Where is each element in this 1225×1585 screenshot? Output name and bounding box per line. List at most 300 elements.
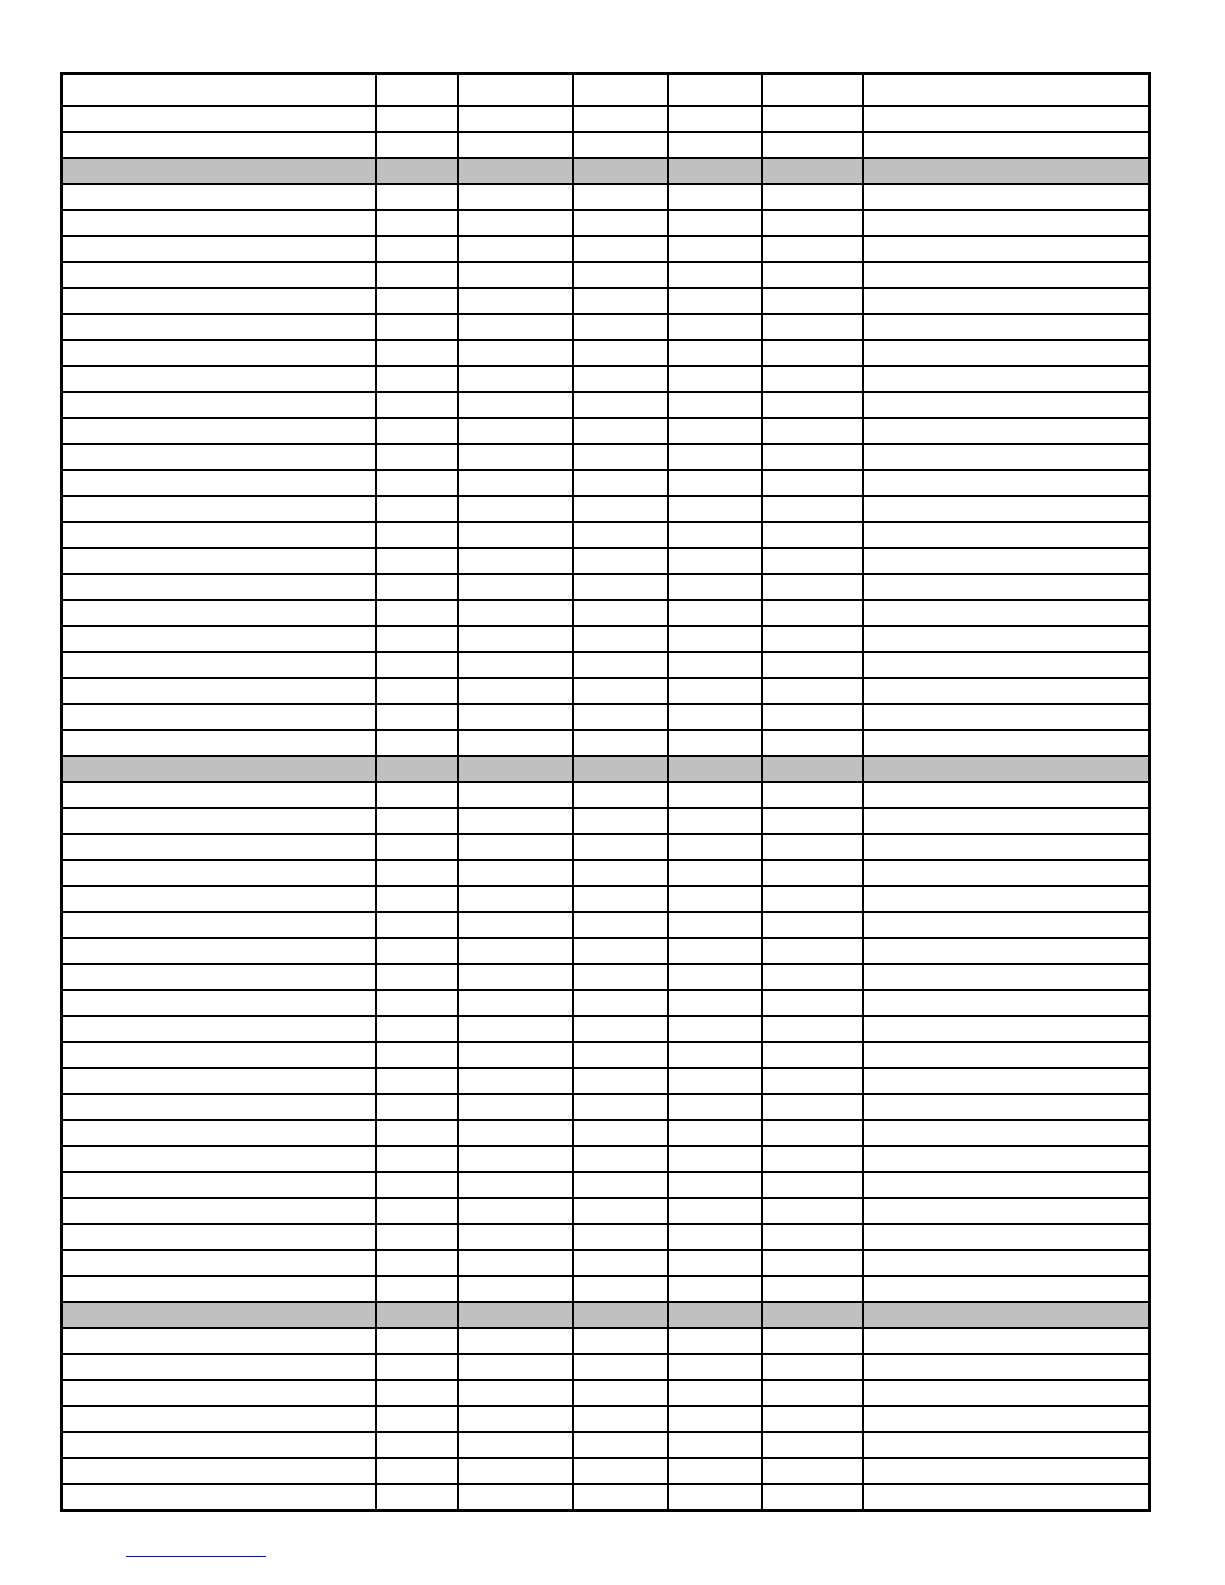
table-cell[interactable]: [668, 314, 762, 340]
table-cell[interactable]: [863, 912, 1150, 938]
table-cell[interactable]: [62, 626, 376, 652]
table-cell[interactable]: [458, 210, 573, 236]
table-cell[interactable]: [376, 366, 458, 392]
table-cell[interactable]: [376, 496, 458, 522]
table-cell[interactable]: [668, 912, 762, 938]
table-cell[interactable]: [376, 132, 458, 158]
table-cell[interactable]: [458, 1406, 573, 1432]
table-cell[interactable]: [863, 626, 1150, 652]
table-cell[interactable]: [668, 1458, 762, 1484]
table-cell[interactable]: [762, 1068, 863, 1094]
table-cell[interactable]: [668, 938, 762, 964]
table-cell[interactable]: [668, 1068, 762, 1094]
table-cell[interactable]: [376, 1406, 458, 1432]
table-cell[interactable]: [62, 730, 376, 756]
table-cell[interactable]: [668, 782, 762, 808]
table-cell[interactable]: [863, 496, 1150, 522]
table-cell[interactable]: [573, 782, 668, 808]
table-cell[interactable]: [376, 860, 458, 886]
table-cell[interactable]: [62, 1094, 376, 1120]
table-cell[interactable]: [668, 262, 762, 288]
table-cell[interactable]: [376, 808, 458, 834]
table-cell[interactable]: [376, 314, 458, 340]
table-cell[interactable]: [573, 730, 668, 756]
table-cell[interactable]: [62, 184, 376, 210]
table-cell[interactable]: [376, 1354, 458, 1380]
table-cell[interactable]: [573, 756, 668, 782]
table-cell[interactable]: [62, 444, 376, 470]
table-cell[interactable]: [458, 1432, 573, 1458]
table-cell[interactable]: [458, 1302, 573, 1328]
table-cell[interactable]: [573, 1250, 668, 1276]
table-cell[interactable]: [668, 834, 762, 860]
table-cell[interactable]: [376, 1432, 458, 1458]
table-cell[interactable]: [762, 1042, 863, 1068]
table-cell[interactable]: [376, 158, 458, 184]
table-cell[interactable]: [458, 132, 573, 158]
table-cell[interactable]: [863, 548, 1150, 574]
table-cell[interactable]: [376, 756, 458, 782]
table-cell[interactable]: [62, 392, 376, 418]
table-cell[interactable]: [62, 1380, 376, 1406]
table-cell[interactable]: [458, 496, 573, 522]
table-cell[interactable]: [762, 548, 863, 574]
table-cell[interactable]: [762, 1224, 863, 1250]
table-cell[interactable]: [863, 600, 1150, 626]
table-cell[interactable]: [573, 418, 668, 444]
table-cell[interactable]: [668, 1302, 762, 1328]
table-cell[interactable]: [863, 366, 1150, 392]
table-cell[interactable]: [573, 886, 668, 912]
table-cell[interactable]: [863, 236, 1150, 262]
table-cell[interactable]: [376, 1172, 458, 1198]
table-cell[interactable]: [668, 756, 762, 782]
table-cell[interactable]: [573, 184, 668, 210]
table-cell[interactable]: [573, 938, 668, 964]
table-cell[interactable]: [458, 1484, 573, 1511]
table-cell[interactable]: [863, 470, 1150, 496]
table-cell[interactable]: [762, 158, 863, 184]
table-cell[interactable]: [376, 886, 458, 912]
table-cell[interactable]: [762, 626, 863, 652]
table-cell[interactable]: [573, 366, 668, 392]
table-cell[interactable]: [762, 1484, 863, 1511]
table-cell[interactable]: [376, 1120, 458, 1146]
table-cell[interactable]: [458, 288, 573, 314]
table-cell[interactable]: [762, 1354, 863, 1380]
table-cell[interactable]: [573, 1146, 668, 1172]
table-cell[interactable]: [762, 444, 863, 470]
table-cell[interactable]: [62, 1172, 376, 1198]
table-cell[interactable]: [863, 1094, 1150, 1120]
table-cell[interactable]: [376, 444, 458, 470]
table-cell[interactable]: [863, 158, 1150, 184]
table-cell[interactable]: [668, 678, 762, 704]
table-cell[interactable]: [376, 1458, 458, 1484]
table-cell[interactable]: [376, 262, 458, 288]
table-cell[interactable]: [458, 1042, 573, 1068]
table-cell[interactable]: [573, 990, 668, 1016]
table-cell[interactable]: [458, 366, 573, 392]
footer-link[interactable]: [126, 1556, 266, 1557]
table-cell[interactable]: [573, 808, 668, 834]
table-cell[interactable]: [376, 1380, 458, 1406]
table-cell[interactable]: [668, 74, 762, 107]
table-cell[interactable]: [762, 886, 863, 912]
table-cell[interactable]: [62, 262, 376, 288]
table-cell[interactable]: [376, 652, 458, 678]
table-cell[interactable]: [863, 1250, 1150, 1276]
table-cell[interactable]: [863, 704, 1150, 730]
table-cell[interactable]: [762, 1380, 863, 1406]
table-cell[interactable]: [573, 158, 668, 184]
table-cell[interactable]: [863, 990, 1150, 1016]
table-cell[interactable]: [668, 210, 762, 236]
table-cell[interactable]: [668, 184, 762, 210]
table-cell[interactable]: [62, 1224, 376, 1250]
table-cell[interactable]: [573, 678, 668, 704]
table-cell[interactable]: [863, 756, 1150, 782]
table-cell[interactable]: [458, 1146, 573, 1172]
table-cell[interactable]: [573, 1276, 668, 1302]
table-cell[interactable]: [573, 1094, 668, 1120]
table-cell[interactable]: [668, 1172, 762, 1198]
table-cell[interactable]: [376, 834, 458, 860]
table-cell[interactable]: [573, 132, 668, 158]
table-cell[interactable]: [863, 1302, 1150, 1328]
table-cell[interactable]: [458, 262, 573, 288]
table-cell[interactable]: [376, 678, 458, 704]
table-cell[interactable]: [863, 860, 1150, 886]
table-cell[interactable]: [573, 912, 668, 938]
table-cell[interactable]: [376, 1042, 458, 1068]
table-cell[interactable]: [62, 1120, 376, 1146]
table-cell[interactable]: [573, 74, 668, 107]
table-cell[interactable]: [458, 1354, 573, 1380]
table-cell[interactable]: [668, 548, 762, 574]
table-cell[interactable]: [458, 184, 573, 210]
table-cell[interactable]: [863, 418, 1150, 444]
table-cell[interactable]: [62, 1146, 376, 1172]
table-cell[interactable]: [668, 990, 762, 1016]
table-cell[interactable]: [762, 470, 863, 496]
table-cell[interactable]: [762, 522, 863, 548]
table-cell[interactable]: [573, 704, 668, 730]
table-cell[interactable]: [458, 1068, 573, 1094]
table-cell[interactable]: [62, 678, 376, 704]
table-cell[interactable]: [458, 730, 573, 756]
table-cell[interactable]: [573, 1016, 668, 1042]
table-cell[interactable]: [762, 1276, 863, 1302]
table-cell[interactable]: [376, 1328, 458, 1354]
table-cell[interactable]: [62, 1016, 376, 1042]
table-cell[interactable]: [863, 1432, 1150, 1458]
table-cell[interactable]: [573, 392, 668, 418]
table-cell[interactable]: [458, 1458, 573, 1484]
table-cell[interactable]: [668, 1406, 762, 1432]
table-cell[interactable]: [62, 522, 376, 548]
table-cell[interactable]: [376, 236, 458, 262]
table-cell[interactable]: [863, 1068, 1150, 1094]
table-cell[interactable]: [668, 496, 762, 522]
table-cell[interactable]: [863, 184, 1150, 210]
table-cell[interactable]: [62, 1484, 376, 1511]
table-cell[interactable]: [573, 1068, 668, 1094]
table-cell[interactable]: [458, 74, 573, 107]
table-cell[interactable]: [762, 314, 863, 340]
table-cell[interactable]: [668, 1380, 762, 1406]
table-cell[interactable]: [62, 704, 376, 730]
table-cell[interactable]: [376, 548, 458, 574]
table-cell[interactable]: [62, 132, 376, 158]
table-cell[interactable]: [762, 1250, 863, 1276]
table-cell[interactable]: [863, 1146, 1150, 1172]
table-cell[interactable]: [573, 964, 668, 990]
table-cell[interactable]: [62, 990, 376, 1016]
table-cell[interactable]: [62, 1432, 376, 1458]
table-cell[interactable]: [376, 574, 458, 600]
table-cell[interactable]: [376, 1302, 458, 1328]
table-cell[interactable]: [863, 834, 1150, 860]
table-cell[interactable]: [668, 340, 762, 366]
table-cell[interactable]: [376, 418, 458, 444]
table-cell[interactable]: [62, 470, 376, 496]
table-cell[interactable]: [458, 1224, 573, 1250]
table-cell[interactable]: [458, 964, 573, 990]
table-cell[interactable]: [762, 1432, 863, 1458]
table-cell[interactable]: [376, 1276, 458, 1302]
table-cell[interactable]: [573, 522, 668, 548]
table-cell[interactable]: [762, 1302, 863, 1328]
table-cell[interactable]: [762, 756, 863, 782]
table-cell[interactable]: [668, 730, 762, 756]
table-cell[interactable]: [668, 1432, 762, 1458]
table-cell[interactable]: [762, 678, 863, 704]
table-cell[interactable]: [762, 834, 863, 860]
table-cell[interactable]: [376, 600, 458, 626]
table-cell[interactable]: [762, 574, 863, 600]
table-cell[interactable]: [573, 574, 668, 600]
table-cell[interactable]: [668, 1276, 762, 1302]
table-cell[interactable]: [668, 704, 762, 730]
table-cell[interactable]: [863, 938, 1150, 964]
table-cell[interactable]: [573, 262, 668, 288]
table-cell[interactable]: [62, 1302, 376, 1328]
table-cell[interactable]: [62, 886, 376, 912]
table-cell[interactable]: [458, 782, 573, 808]
table-cell[interactable]: [668, 1094, 762, 1120]
table-cell[interactable]: [863, 314, 1150, 340]
table-cell[interactable]: [458, 990, 573, 1016]
table-cell[interactable]: [458, 1094, 573, 1120]
table-cell[interactable]: [376, 1146, 458, 1172]
table-cell[interactable]: [762, 1406, 863, 1432]
table-cell[interactable]: [458, 444, 573, 470]
table-cell[interactable]: [376, 522, 458, 548]
table-cell[interactable]: [863, 262, 1150, 288]
table-cell[interactable]: [458, 860, 573, 886]
table-cell[interactable]: [668, 600, 762, 626]
table-cell[interactable]: [863, 1354, 1150, 1380]
table-cell[interactable]: [573, 106, 668, 132]
table-cell[interactable]: [458, 574, 573, 600]
table-cell[interactable]: [62, 366, 376, 392]
table-cell[interactable]: [762, 1172, 863, 1198]
table-cell[interactable]: [762, 106, 863, 132]
table-cell[interactable]: [62, 288, 376, 314]
table-cell[interactable]: [62, 808, 376, 834]
table-cell[interactable]: [863, 340, 1150, 366]
table-cell[interactable]: [863, 106, 1150, 132]
table-cell[interactable]: [573, 1406, 668, 1432]
table-cell[interactable]: [863, 1276, 1150, 1302]
table-cell[interactable]: [62, 1198, 376, 1224]
table-cell[interactable]: [458, 158, 573, 184]
table-cell[interactable]: [573, 1120, 668, 1146]
table-cell[interactable]: [573, 496, 668, 522]
table-cell[interactable]: [668, 106, 762, 132]
table-cell[interactable]: [668, 444, 762, 470]
table-cell[interactable]: [62, 314, 376, 340]
table-cell[interactable]: [863, 886, 1150, 912]
table-cell[interactable]: [376, 340, 458, 366]
table-cell[interactable]: [458, 106, 573, 132]
table-cell[interactable]: [62, 652, 376, 678]
table-cell[interactable]: [762, 704, 863, 730]
table-cell[interactable]: [376, 990, 458, 1016]
table-cell[interactable]: [458, 756, 573, 782]
table-cell[interactable]: [668, 1484, 762, 1511]
table-cell[interactable]: [62, 1042, 376, 1068]
table-cell[interactable]: [668, 288, 762, 314]
table-cell[interactable]: [668, 1250, 762, 1276]
table-cell[interactable]: [668, 1146, 762, 1172]
table-cell[interactable]: [458, 522, 573, 548]
table-cell[interactable]: [573, 1354, 668, 1380]
table-cell[interactable]: [668, 626, 762, 652]
table-cell[interactable]: [668, 366, 762, 392]
table-cell[interactable]: [762, 262, 863, 288]
table-cell[interactable]: [573, 1042, 668, 1068]
table-cell[interactable]: [573, 600, 668, 626]
table-cell[interactable]: [573, 1302, 668, 1328]
table-cell[interactable]: [668, 158, 762, 184]
table-cell[interactable]: [458, 912, 573, 938]
table-cell[interactable]: [863, 1458, 1150, 1484]
table-cell[interactable]: [668, 470, 762, 496]
table-cell[interactable]: [668, 886, 762, 912]
table-cell[interactable]: [863, 132, 1150, 158]
table-cell[interactable]: [668, 418, 762, 444]
table-cell[interactable]: [62, 912, 376, 938]
table-cell[interactable]: [573, 314, 668, 340]
table-cell[interactable]: [668, 1328, 762, 1354]
table-cell[interactable]: [863, 1198, 1150, 1224]
table-cell[interactable]: [376, 210, 458, 236]
table-cell[interactable]: [376, 912, 458, 938]
table-cell[interactable]: [762, 1094, 863, 1120]
table-cell[interactable]: [573, 1458, 668, 1484]
table-cell[interactable]: [762, 288, 863, 314]
table-cell[interactable]: [863, 522, 1150, 548]
table-cell[interactable]: [62, 496, 376, 522]
table-cell[interactable]: [458, 652, 573, 678]
table-cell[interactable]: [458, 1198, 573, 1224]
table-cell[interactable]: [376, 1094, 458, 1120]
table-cell[interactable]: [376, 626, 458, 652]
table-cell[interactable]: [863, 444, 1150, 470]
table-cell[interactable]: [62, 782, 376, 808]
table-cell[interactable]: [863, 74, 1150, 107]
table-cell[interactable]: [376, 1198, 458, 1224]
table-cell[interactable]: [458, 1016, 573, 1042]
table-cell[interactable]: [62, 236, 376, 262]
table-cell[interactable]: [762, 938, 863, 964]
table-cell[interactable]: [762, 496, 863, 522]
table-cell[interactable]: [762, 782, 863, 808]
table-cell[interactable]: [762, 990, 863, 1016]
table-cell[interactable]: [62, 210, 376, 236]
table-cell[interactable]: [762, 808, 863, 834]
table-cell[interactable]: [62, 938, 376, 964]
table-cell[interactable]: [62, 1354, 376, 1380]
table-cell[interactable]: [376, 184, 458, 210]
table-cell[interactable]: [668, 1354, 762, 1380]
table-cell[interactable]: [573, 548, 668, 574]
table-cell[interactable]: [573, 236, 668, 262]
table-cell[interactable]: [458, 340, 573, 366]
table-cell[interactable]: [668, 1120, 762, 1146]
table-cell[interactable]: [376, 1250, 458, 1276]
table-cell[interactable]: [863, 808, 1150, 834]
table-cell[interactable]: [863, 392, 1150, 418]
table-cell[interactable]: [62, 1458, 376, 1484]
table-cell[interactable]: [62, 418, 376, 444]
table-cell[interactable]: [62, 834, 376, 860]
table-cell[interactable]: [62, 548, 376, 574]
table-cell[interactable]: [62, 964, 376, 990]
table-cell[interactable]: [762, 392, 863, 418]
table-cell[interactable]: [62, 340, 376, 366]
table-cell[interactable]: [573, 834, 668, 860]
table-cell[interactable]: [573, 210, 668, 236]
table-cell[interactable]: [458, 236, 573, 262]
table-cell[interactable]: [762, 366, 863, 392]
table-cell[interactable]: [458, 392, 573, 418]
table-cell[interactable]: [668, 860, 762, 886]
table-cell[interactable]: [376, 392, 458, 418]
table-cell[interactable]: [668, 1198, 762, 1224]
table-cell[interactable]: [573, 1224, 668, 1250]
table-cell[interactable]: [762, 418, 863, 444]
table-cell[interactable]: [62, 106, 376, 132]
table-cell[interactable]: [573, 444, 668, 470]
table-cell[interactable]: [762, 340, 863, 366]
table-cell[interactable]: [376, 1224, 458, 1250]
table-cell[interactable]: [62, 1250, 376, 1276]
table-cell[interactable]: [62, 74, 376, 107]
table-cell[interactable]: [863, 1328, 1150, 1354]
table-cell[interactable]: [762, 210, 863, 236]
table-cell[interactable]: [863, 678, 1150, 704]
table-cell[interactable]: [863, 1380, 1150, 1406]
table-cell[interactable]: [863, 1224, 1150, 1250]
table-cell[interactable]: [458, 886, 573, 912]
table-cell[interactable]: [762, 132, 863, 158]
table-cell[interactable]: [668, 1016, 762, 1042]
table-cell[interactable]: [62, 860, 376, 886]
table-cell[interactable]: [458, 1250, 573, 1276]
